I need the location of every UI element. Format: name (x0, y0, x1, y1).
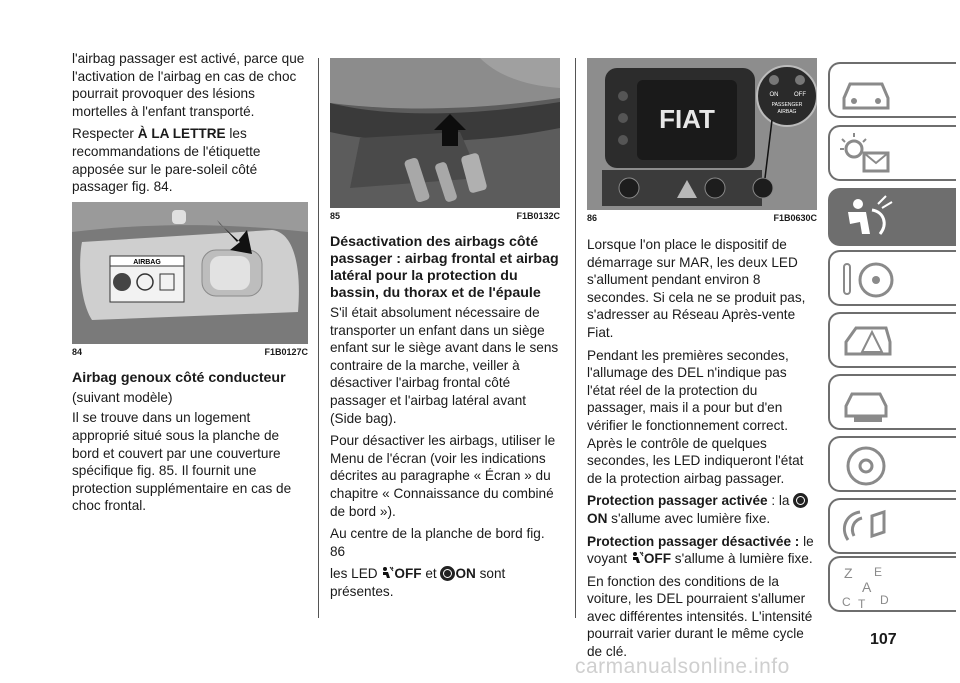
paragraph: Au centre de la planche de bord fig. 86 (330, 526, 545, 559)
paragraph: Pour désactiver les airbags, utiliser le Menu de l'écran (voir les indications décrites au paragraphe « Écran » du chapitre « Connaissance du combiné de bord »). (330, 433, 556, 519)
off-label: OFF (643, 551, 672, 567)
airbag-on-icon (440, 566, 455, 581)
chapter-tab-safety[interactable] (828, 188, 956, 246)
airbag-off-icon (381, 566, 394, 580)
on-label: ON (455, 566, 476, 582)
chapter-tab-technical-data[interactable] (828, 436, 956, 492)
text: et (421, 566, 441, 582)
column-divider-left (318, 58, 319, 618)
lights-icon (836, 131, 896, 179)
index-letter: A (862, 579, 872, 595)
figure-number: 84 (72, 346, 83, 357)
section-heading: Désactivation des airbags côté passager : airbag frontal et airbag latéral pour la protection du bassin, du thorax et de l'épaule (330, 234, 559, 301)
paragraph (587, 492, 817, 527)
text: s'allume à lumière fixe. (671, 551, 813, 567)
airbag-label: AIRBAG (777, 109, 797, 115)
figure-number: 85 (330, 211, 341, 221)
chapter-tab-lights[interactable] (828, 125, 956, 181)
section-heading: Airbag genoux côté conducteur (72, 369, 286, 386)
column-3 (587, 58, 817, 666)
maintenance-car-icon (836, 380, 896, 428)
bold-text: Protection passager désactivée : (587, 533, 800, 549)
bold-text: Protection passager activée (587, 493, 768, 509)
chapter-tab-dashboard[interactable] (828, 62, 956, 118)
paragraph (72, 125, 308, 195)
multimedia-icon (836, 504, 896, 552)
text: s'allume avec lumière fixe. (607, 510, 771, 526)
figure-86-dashboard (587, 58, 817, 210)
chapter-tab-index[interactable] (828, 556, 956, 612)
index-letter: T (858, 597, 866, 611)
fiat-logo: FIAT (659, 104, 715, 134)
text: sont présentes. (330, 566, 506, 599)
index-letter: Z (844, 565, 853, 581)
chapter-tab-maintenance[interactable] (828, 374, 956, 430)
warning-triangle-icon (836, 318, 896, 366)
column-2 (330, 58, 560, 606)
figure-caption (587, 212, 817, 224)
sun-visor-illustration (72, 202, 308, 344)
figure-label-airbag: AIRBAG (133, 258, 161, 266)
figure-code: F1B0630C (773, 213, 817, 223)
paragraph: S'il était absolument nécessaire de transporter un enfant dans un siège enfant sur le siège avant dans le sens contraire de la marche, veiller à désactiver l'airbag frontal côté passager et l'airbag latéral avant (Side bag). (330, 305, 559, 426)
paragraph: l'airbag passager est activé, parce que l'activation de l'airbag en cas de choc pourrait provoquer des lésions mortelles à l'enfant transporté. (72, 51, 305, 119)
passenger-label: PASSENGER (771, 102, 803, 108)
knee-airbag-illustration (330, 58, 560, 208)
index-letter: D (880, 593, 889, 607)
off-led-label: OFF (794, 92, 806, 98)
paragraph (587, 533, 817, 568)
text: les LED (330, 566, 382, 582)
text: le voyant (587, 533, 814, 567)
bold-text: À LA LETTRE (137, 126, 226, 142)
column-divider-right (575, 58, 576, 618)
figure-code: F1B0127C (264, 346, 308, 357)
figure-85-knee-airbag (330, 58, 560, 208)
column-1 (72, 50, 308, 520)
paragraph: Pendant les premières secondes, l'allumage des DEL n'indique pas l'état réel de la protection du passager, mais il a pour but d'en vérifier le fonctionnement correct. Après le contrôle de quelques secondes, les LED indiqueront l'état de la protection airbag passager. (587, 347, 804, 486)
airbag-safety-icon (836, 194, 896, 244)
paragraph: Lorsque l'on place le dispositif de démarrage sur MAR, les deux LED s'allument pendant environ 8 secondes. Si cela ne se produit pas, s'adresser au Réseau Après-vente Fiat. (587, 237, 806, 340)
text: les recommandations de l'étiquette apposée sur le pare-soleil côté passager fig. 84. (72, 126, 261, 195)
figure-84-sun-visor (72, 202, 308, 344)
on-led-label: ON (769, 92, 779, 98)
paragraph: En fonction des conditions de la voiture, les DEL pourraient s'allumer avec différentes intensités. L'intensité pourrait varier durant le même cycle de clé. (587, 573, 813, 660)
chapter-tab-emergency[interactable] (828, 312, 956, 368)
text: Respecter (72, 126, 138, 142)
chapter-tab-multimedia[interactable] (828, 498, 956, 554)
airbag-on-icon (793, 493, 808, 508)
car-icon (836, 68, 896, 116)
paragraph: Il se trouve dans un logement approprié situé sous la planche de bord et couvert par une couverture spécifique fig. 85. Il fournit une protection supplémentaire en cas de choc frontal. (72, 410, 292, 514)
figure-number: 86 (587, 213, 598, 223)
airbag-off-icon (631, 551, 644, 565)
index-letter: C (842, 595, 851, 609)
figure-caption (72, 346, 308, 358)
figure-code: F1B0132C (516, 211, 560, 221)
dashboard-illustration (587, 58, 817, 210)
page-number: 107 (870, 631, 897, 648)
subheading: (suivant modèle) (72, 389, 173, 405)
index-letter: E (874, 565, 883, 579)
steering-wheel-icon (836, 256, 896, 304)
index-icon (836, 562, 896, 612)
text: : la (767, 493, 794, 509)
figure-caption (330, 210, 560, 222)
technical-data-icon (836, 442, 896, 490)
watermark: carmanualsonline.info (575, 655, 790, 678)
off-label: OFF (394, 566, 422, 582)
paragraph (330, 565, 560, 600)
on-label: ON (587, 510, 608, 526)
chapter-tab-starting[interactable] (828, 250, 956, 306)
